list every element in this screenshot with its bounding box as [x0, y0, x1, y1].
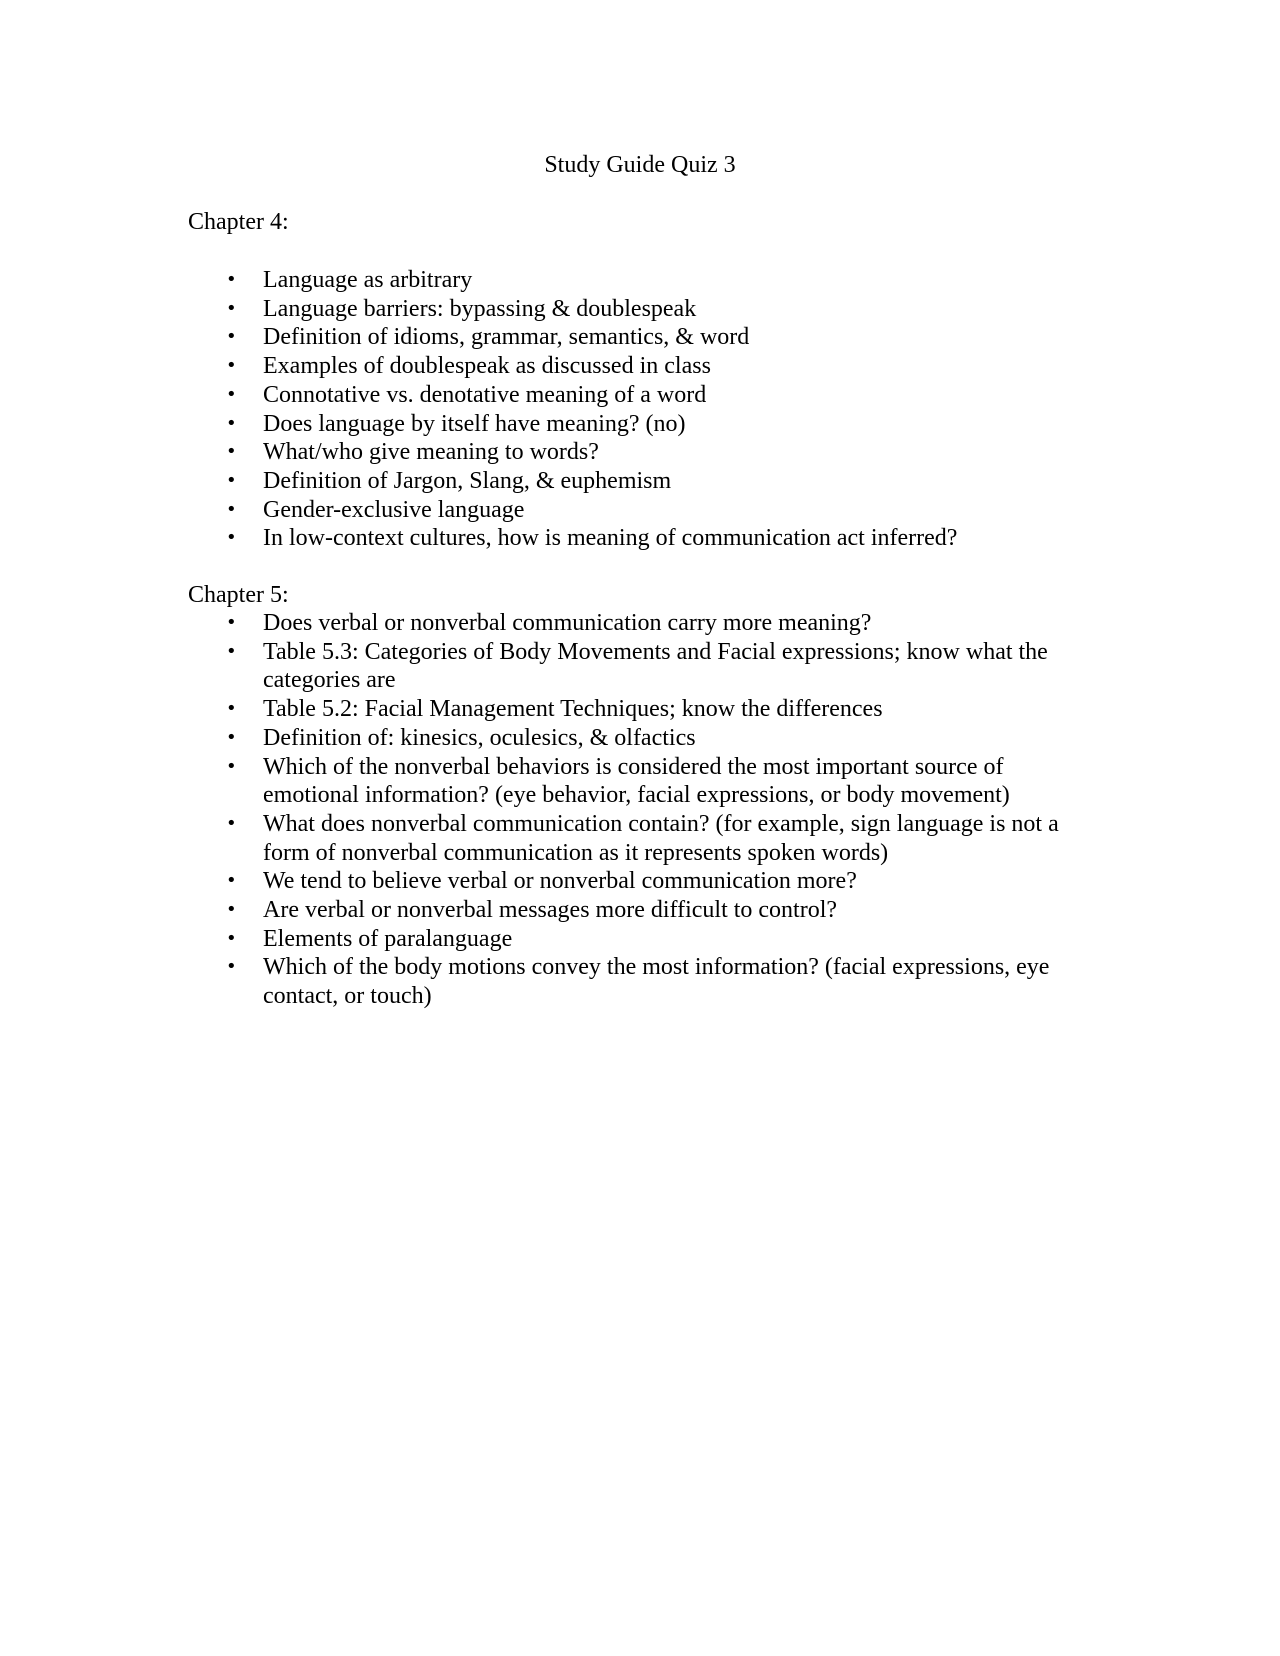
list-item-text: Which of the nonverbal behaviors is considered the most important source of emotional information? (eye behavior, facial expressions, or body movement) — [263, 753, 1010, 809]
list-item — [188, 953, 1088, 1010]
list-item-text: Does verbal or nonverbal communication carry more meaning? — [263, 610, 872, 636]
list-item-text: Elements of paralanguage — [263, 925, 513, 952]
list-item — [188, 323, 1088, 352]
list-item-text: Definition of Jargon, Slang, & euphemism — [263, 467, 672, 494]
bullet-icon: • — [226, 498, 237, 520]
list-item — [188, 867, 1088, 896]
chapter-4-heading: Chapter 4: — [188, 209, 289, 235]
bullet-icon: • — [226, 412, 237, 434]
list-item — [188, 496, 1088, 525]
chapter-5-heading: Chapter 5: — [188, 582, 289, 608]
list-item-text: Definition of: kinesics, oculesics, & olfactics — [263, 724, 696, 751]
list-item-text: Table 5.3: Categories of Body Movements and Facial expressions; know what the categories are — [263, 638, 1048, 694]
bullet-icon: • — [226, 726, 237, 748]
list-item — [188, 467, 1088, 496]
bullet-icon: • — [226, 612, 237, 633]
list-item-text: Language barriers: bypassing & doublespeak — [263, 295, 697, 322]
bullet-icon: • — [226, 383, 237, 405]
list-item — [188, 410, 1088, 439]
bullet-icon: • — [226, 527, 237, 549]
list-item — [188, 810, 1088, 867]
document-title: Study Guide Quiz 3 — [544, 152, 736, 178]
list-item — [188, 753, 1088, 810]
list-item — [188, 266, 1088, 295]
bullet-icon: • — [226, 698, 237, 720]
bullet-icon: • — [226, 755, 237, 777]
list-item-text: We tend to believe verbal or nonverbal communication more? — [263, 868, 857, 895]
bullet-icon: • — [226, 326, 237, 348]
list-item — [188, 896, 1088, 925]
list-item — [188, 609, 1088, 638]
bullet-icon: • — [226, 899, 237, 921]
list-item — [188, 524, 1088, 553]
list-item-text: What does nonverbal communication contain? (for example, sign language is not a form of nonverbal communication as it represents spoken words) — [263, 810, 1059, 866]
bullet-icon: • — [226, 640, 237, 662]
bullet-icon: • — [226, 441, 237, 463]
list-item-text: Which of the body motions convey the most information? (facial expressions, eye contact, or touch) — [263, 954, 1050, 1010]
chapter-5-list — [188, 609, 1088, 1011]
bullet-icon: • — [226, 297, 237, 319]
list-item-text: Are verbal or nonverbal messages more difficult to control? — [263, 897, 838, 924]
bullet-icon: • — [226, 269, 237, 290]
list-item-text: Connotative vs. denotative meaning of a word — [263, 381, 707, 408]
list-item-text: Definition of idioms, grammar, semantics, & word — [263, 324, 750, 351]
list-item-text: Does language by itself have meaning? (no) — [263, 410, 686, 437]
bullet-icon: • — [226, 956, 237, 978]
bullet-icon: • — [226, 469, 237, 491]
list-item — [188, 695, 1088, 724]
list-item — [188, 638, 1088, 695]
list-item-text: Language as arbitrary — [263, 267, 473, 293]
bullet-icon: • — [226, 812, 237, 834]
list-item — [188, 438, 1088, 467]
list-item-text: What/who give meaning to words? — [263, 439, 599, 466]
list-item — [188, 925, 1088, 954]
list-item — [188, 295, 1088, 324]
list-item — [188, 724, 1088, 753]
list-item — [188, 381, 1088, 410]
bullet-icon: • — [226, 870, 237, 892]
list-item-text: Examples of doublespeak as discussed in class — [263, 353, 711, 380]
list-item-text: Table 5.2: Facial Management Techniques; know the differences — [263, 696, 883, 723]
list-item — [188, 352, 1088, 381]
list-item-text: Gender-exclusive language — [263, 496, 525, 523]
bullet-icon: • — [226, 927, 237, 949]
list-item-text: In low-context cultures, how is meaning of communication act inferred? — [263, 525, 958, 552]
bullet-icon: • — [226, 355, 237, 377]
chapter-4-list — [188, 266, 1088, 553]
